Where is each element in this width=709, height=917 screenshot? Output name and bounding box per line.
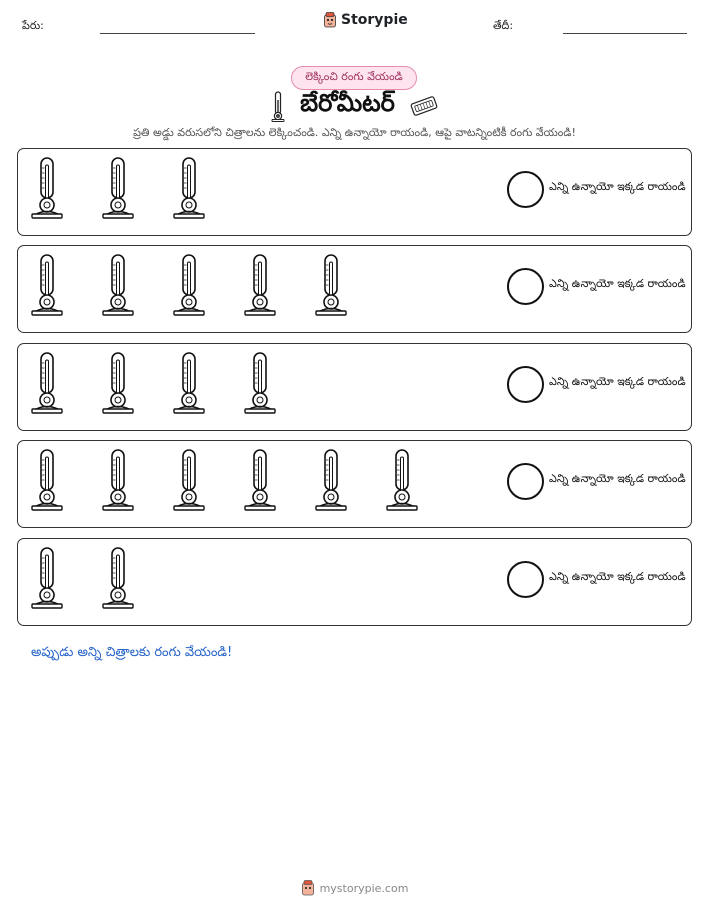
thermometer-icon[interactable] [172,253,206,317]
site-footer [0,880,709,896]
thermometer-icon[interactable] [101,351,135,415]
storypie-logo-icon [301,880,315,896]
page-title: బేరోమీటర్ [300,89,395,117]
footer-instruction: అప్పుడు అన్ని చిత్రాలకు రంగు వేయండి! [31,645,233,660]
write-count-label: ఎన్ని ఉన్నాయో ఇక్కడ రాయండి [549,472,686,485]
count-row [17,538,692,626]
date-label: తేదీ: [493,19,514,32]
thermometer-icon[interactable] [243,253,277,317]
barometer-icon [409,95,439,117]
thermometer-icon[interactable] [30,448,64,512]
storypie-logo-icon [323,12,337,28]
thermometer-icon[interactable] [30,546,64,610]
date-line[interactable] [563,33,687,34]
answer-circle[interactable] [507,561,544,598]
thermometer-icon[interactable] [101,448,135,512]
thermometer-icon[interactable] [101,253,135,317]
name-line[interactable] [100,33,255,34]
thermometer-icon[interactable] [243,351,277,415]
thermometer-icon[interactable] [30,253,64,317]
thermometer-icon[interactable] [172,448,206,512]
instructions: ప్రతి అడ్డు వరుసలోని చిత్రాలను లెక్కించండి. ఎన్ని ఉన్నాయో రాయండి, ఆపై వాటన్నింటికీ రంగు వేయండి! [133,126,576,139]
write-count-label: ఎన్ని ఉన్నాయో ఇక్కడ రాయండి [549,375,686,388]
count-row [17,343,692,431]
thermometer-icon[interactable] [172,156,206,220]
site-url: mystorypie.com [319,881,409,895]
brand-name: Storypie [341,12,408,28]
write-count-label: ఎన్ని ఉన్నాయో ఇక్కడ రాయండి [549,180,686,193]
thermometer-icon[interactable] [243,448,277,512]
answer-circle[interactable] [507,463,544,500]
count-row [17,148,692,236]
write-count-label: ఎన్ని ఉన్నాయో ఇక్కడ రాయండి [549,570,686,583]
thermometer-icon[interactable] [30,351,64,415]
thermometer-icon[interactable] [30,156,64,220]
thermometer-icon[interactable] [314,448,348,512]
answer-circle[interactable] [507,171,544,208]
count-row [17,440,692,528]
thermometer-icon[interactable] [385,448,419,512]
thermometer-icon[interactable] [101,156,135,220]
thermometer-icon[interactable] [314,253,348,317]
thermometer-icon [270,90,286,122]
thermometer-icon[interactable] [172,351,206,415]
activity-badge: లెక్కించి రంగు వేయండి [291,66,417,90]
answer-circle[interactable] [507,366,544,403]
thermometer-icon[interactable] [101,546,135,610]
answer-circle[interactable] [507,268,544,305]
brand [323,12,408,28]
write-count-label: ఎన్ని ఉన్నాయో ఇక్కడ రాయండి [549,277,686,290]
name-label: పేరు: [22,19,44,32]
title-row [0,90,709,122]
count-row [17,245,692,333]
